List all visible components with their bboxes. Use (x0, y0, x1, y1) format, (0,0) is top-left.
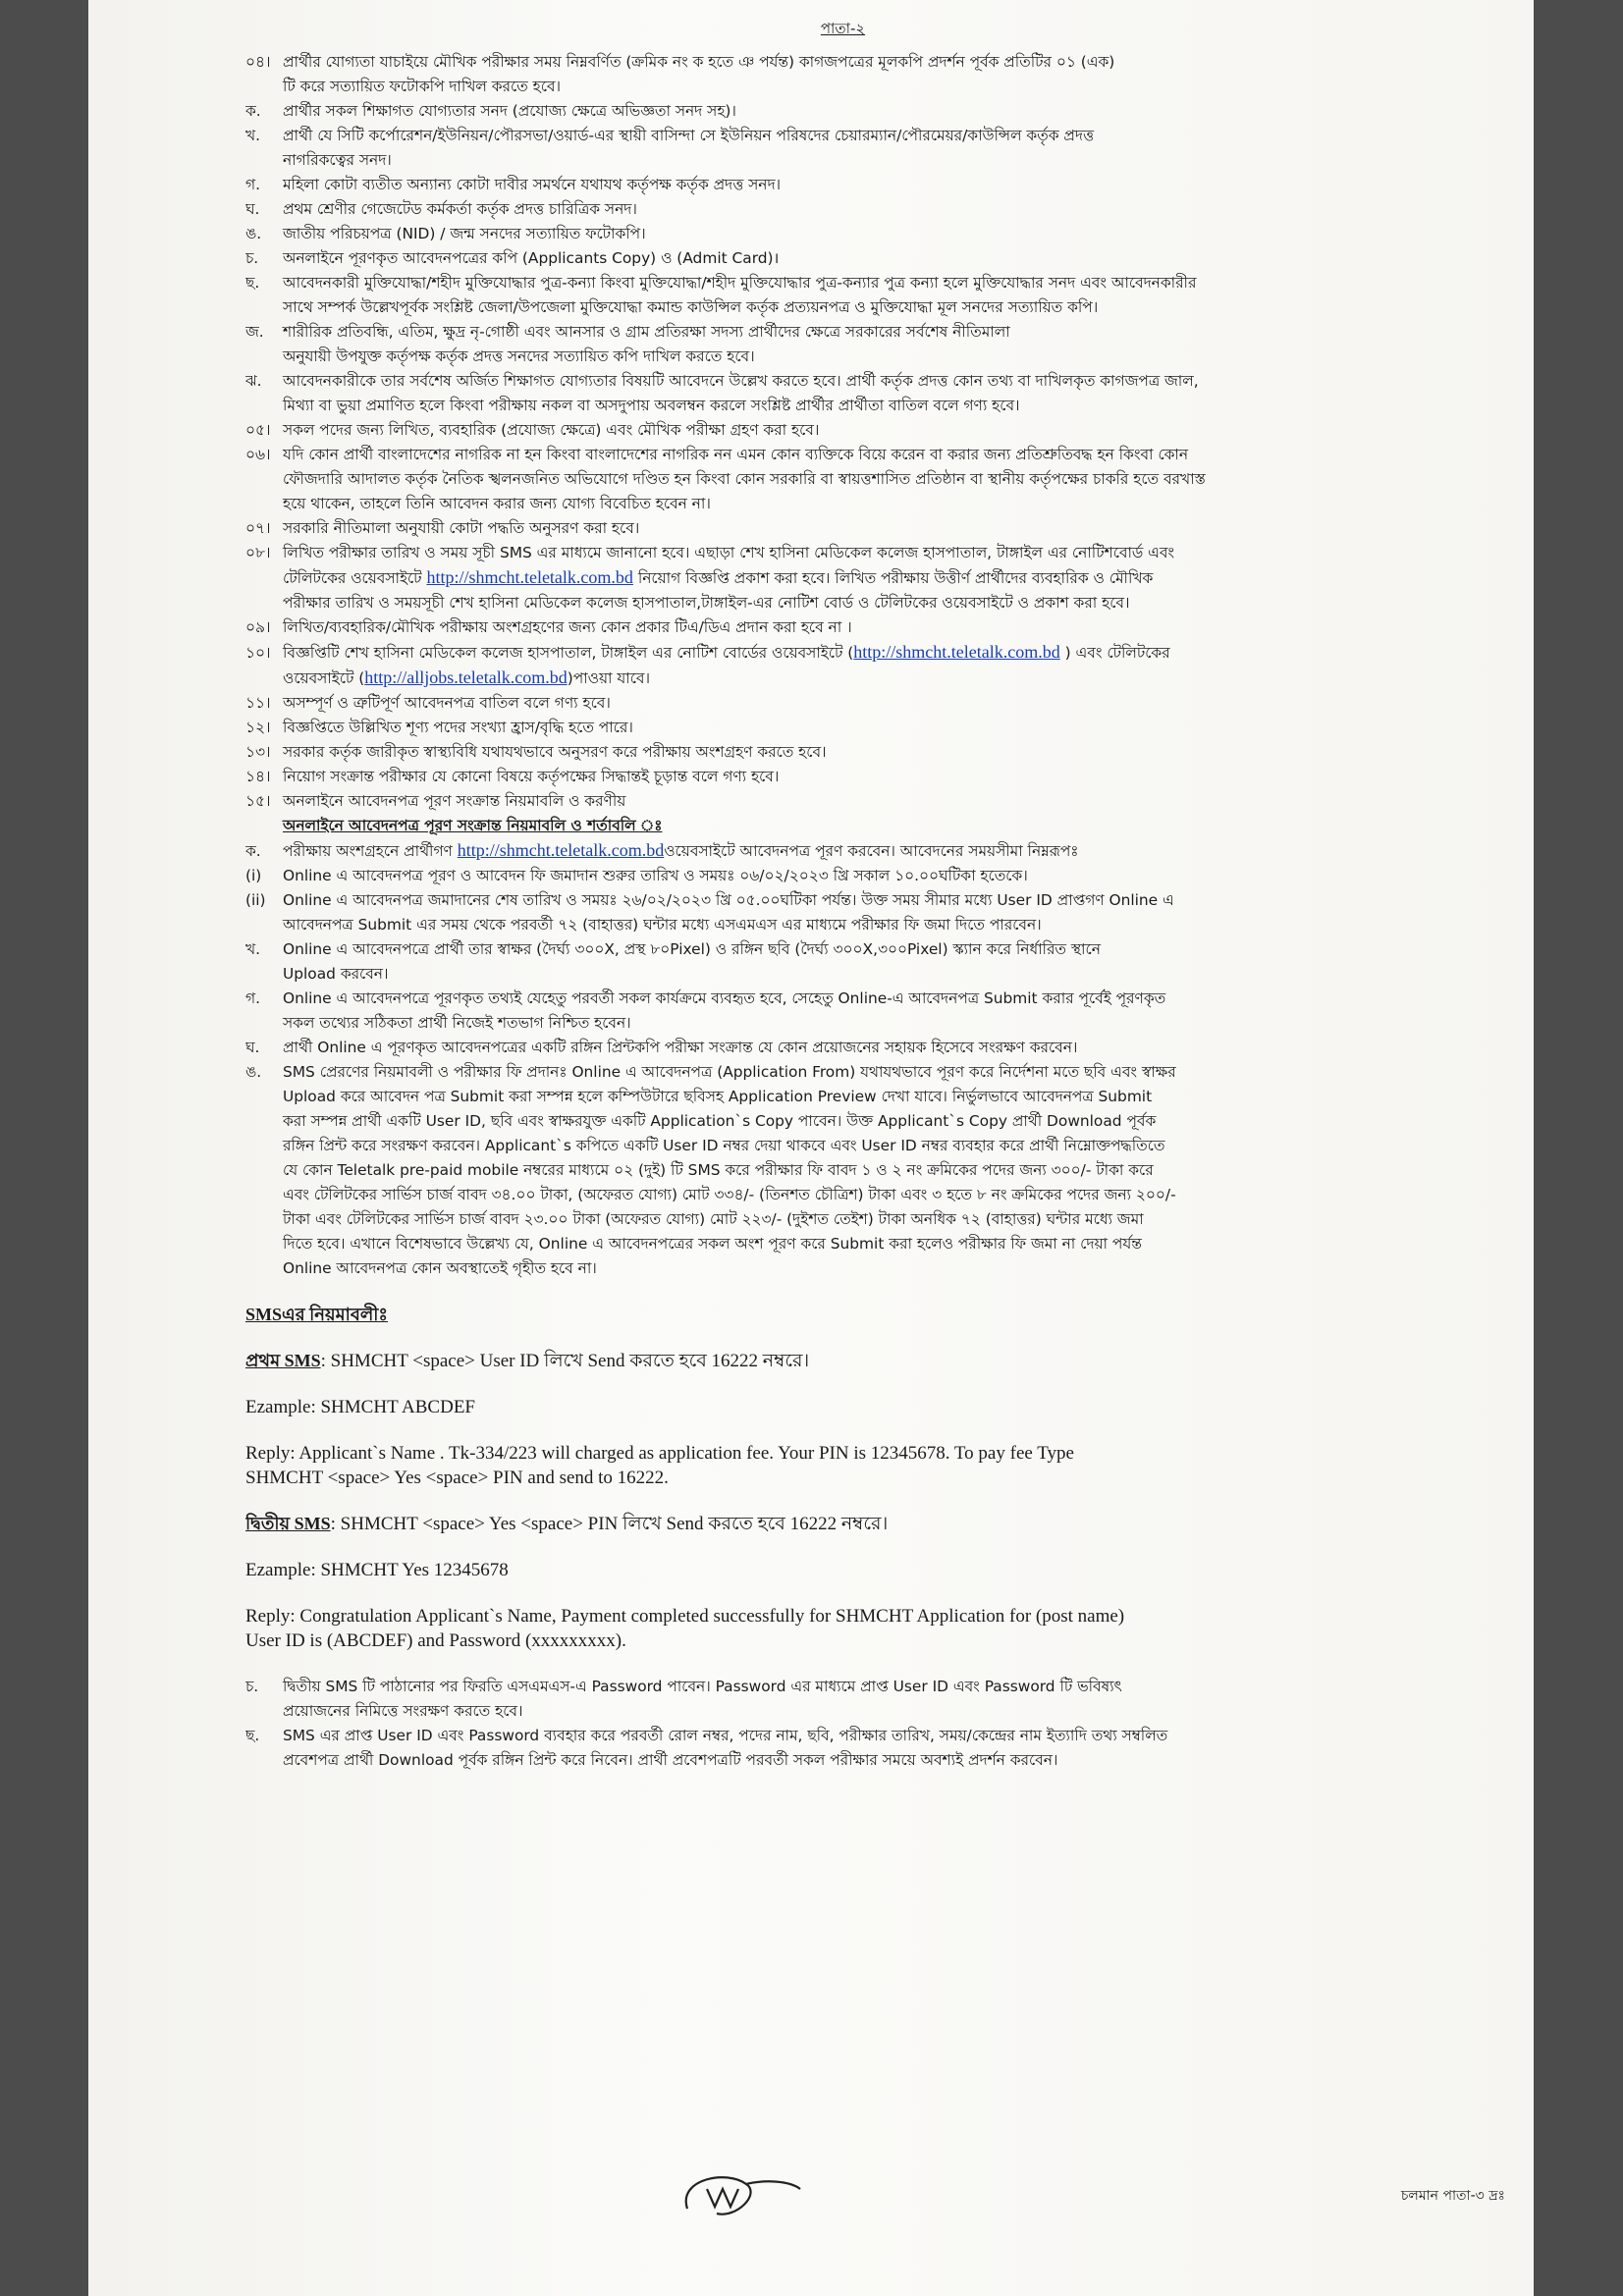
item-text: লিখিত/ব্যবহারিক/মৌখিক পরীক্ষায় অংশগ্রহণের জন্য কোন প্রকার টিএ/ডিএ প্রদান করা হবে না । (283, 618, 852, 636)
condition-line (245, 222, 1440, 246)
item-text: ওয়েবসাইটে আবেদনপত্র পূরণ করবেন। আবেদনের সময়সীমা নিম্নরূপঃ (664, 842, 1079, 860)
document-page (88, 0, 1534, 2296)
item-text: সরকারি নীতিমালা অনুযায়ী কোটা পদ্ধতি অনুসরণ করা হবে। (283, 519, 640, 537)
item-number: ০৬। (245, 446, 271, 463)
condition-line (245, 246, 1440, 271)
item-text: SMS এর প্রাপ্ত User ID এবং Password ব্যবহার করে পরবর্তী রোল নম্বর, পদের নাম, ছবি, পরীক্ষার তারিখ, সময়/কেন্দ্রের নাম ইত্যাদি তথ্য সম্বলিত (283, 1727, 1168, 1744)
condition-line (245, 394, 1440, 418)
item-number: ০৫। (245, 421, 271, 439)
item-text: পরীক্ষায় অংশগ্রহনে প্রার্থীগণ (283, 842, 453, 860)
final-items (245, 1675, 1440, 1773)
item-text: প্রার্থী Online এ পূরণকৃত আবেদনপত্রের একটি রঙ্গিন প্রিন্টকপি পরীক্ষা সংক্রান্ত যে কোন প্রয়োজনের সহায়ক হিসেবে সংরক্ষণ করবেন। (283, 1039, 1078, 1056)
item-number: ১৩। (245, 743, 271, 761)
item-text: ওয়েবসাইটে ( (283, 669, 365, 687)
item-number: খ. (245, 127, 260, 144)
item-text: পরীক্ষার তারিখ ও সময়সূচী শেখ হাসিনা মেডিকেল কলেজ হাসপাতাল,টাঙ্গাইল-এর নোটিশ বোর্ড ও টেলিটকের ওয়েবসাইটে ও প্রকাশ করা হবে। (283, 594, 1130, 612)
item-number: চ. (245, 249, 259, 267)
condition-line (245, 516, 1440, 541)
item-text: করা সম্পন্ন প্রার্থী একটি User ID, ছবি এবং স্বাক্ষরযুক্ত একটি Application`s Copy পাবেন। উক্ত Applicant`s Copy প্রার্থী Download পূর্বক (283, 1112, 1157, 1130)
item-line (245, 1256, 1440, 1281)
item-number: ১০। (245, 644, 271, 662)
item-text: সরকার কর্তৃক জারীকৃত স্বাস্থ্যবিধি যথাযথভাবে অনুসরণ করে পরীক্ষায় অংশগ্রহণ করতে হবে। (283, 743, 827, 761)
final-line (245, 1724, 1440, 1748)
signature (668, 2160, 805, 2228)
reply-2-line-2: User ID is (ABCDEF) and Password (xxxxxxxxx). (245, 1630, 626, 1651)
item-line (245, 987, 1440, 1011)
second-sms-label: দ্বিতীয় SMS (245, 1514, 331, 1533)
continued-note: চলমান পাতা-৩ দ্রঃ (1400, 2188, 1505, 2204)
item-number: গ. (245, 176, 260, 193)
item-text: Online এ আবেদনপত্র পূরণ ও আবেদন ফি জমাদান শুরুর তারিখ ও সময়ঃ ০৬/০২/২০২৩ খ্রি সকাল ১০.০০ঘটিকা হতেকে। (283, 867, 1028, 884)
item-text: প্রার্থীর সকল শিক্ষাগত যোগ্যতার সনদ (প্রযোজ্য ক্ষেত্রে অভিজ্ঞতা সনদ সহ)। (283, 102, 736, 120)
item-09 (245, 615, 1440, 640)
item-text: প্রবেশপত্র প্রার্থী Download পূর্বক রঙ্গিন প্রিন্ট করে নিবেন। প্রার্থী প্রবেশপত্রটি পরবর্তী সকল পরীক্ষার সময়ে অবশ্যই প্রদর্শন করবেন। (283, 1751, 1058, 1769)
item-number: ছ. (245, 274, 260, 292)
item-number: ক. (245, 102, 261, 120)
item-number: ০৯। (245, 618, 271, 636)
item-text: প্রার্থীর যোগ্যতা যাচাইয়ে মৌখিক পরীক্ষার সময় নিম্নবর্ণিত (ক্রমিক নং ক হতে ঞ পর্যন্ত) কাগজপত্রের মূলকপি প্রদর্শন পূর্বক প্রতিটির ০১ (এক) (283, 53, 1115, 71)
final-line (245, 1675, 1440, 1699)
item-text: Online আবেদনপত্র কোন অবস্থাতেই গৃহীত হবে না। (283, 1259, 597, 1277)
item-text: জাতীয় পরিচয়পত্র (NID) / জন্ম সনদের সত্যায়িত ফটোকপি। (283, 225, 646, 242)
condition-line (245, 75, 1440, 99)
item-line (245, 913, 1440, 937)
items-11-15 (245, 691, 1440, 814)
item-number: (ii) (245, 891, 266, 909)
shmcht-link[interactable]: http://shmcht.teletalk.com.bd (853, 642, 1060, 662)
item-text: Online এ আবেদনপত্রে প্রার্থী তার স্বাক্ষর (দৈর্ঘ্য ৩০০X, প্রস্থ ৮০Pixel) ও রঙ্গিন ছবি (দৈর্ঘ্য ৩০০X,৩০০Pixel) স্ক্যান করে নির্ধারিত স্থানে (283, 940, 1101, 958)
online-kha (245, 937, 1440, 987)
sms-section (245, 1303, 1440, 1653)
item-08 (245, 541, 1440, 615)
item-text: Upload করে আবেদন পত্র Submit করা সম্পন্ন হলে কম্পিউটারে ছবিসহ Application Preview দেখা যাবে। নির্ভুলভাবে আবেদনপত্র Submit (283, 1088, 1153, 1105)
item-number: ০৭। (245, 519, 271, 537)
online-uma (245, 1060, 1440, 1281)
alljobs-link[interactable]: http://alljobs.teletalk.com.bd (364, 667, 568, 687)
item-number: জ. (245, 323, 264, 341)
item-text: Online এ আবেদনপত্র জমাদানের শেষ তারিখ ও সময়ঃ ২৬/০২/২০২৩ খ্রি ০৫.০০ঘটিকা পর্যন্ত। উক্ত সময় সীমার মধ্যে User ID প্রাপ্তগণ Online এ (283, 891, 1174, 909)
item-text: সকল তথ্যের সঠিকতা প্রার্থী নিজেই শতভাগ নিশ্চিত হবেন। (283, 1014, 631, 1032)
item-text: রঙ্গিন প্রিন্ট করে সংরক্ষণ করবেন। Applicant`s কপিতে একটি User ID নম্বর দেয়া থাকবে এবং User ID নম্বর ব্যবহার করে প্রার্থী নিম্নোক্তপদ্ধতিতে (283, 1137, 1165, 1154)
item-text: মহিলা কোটা ব্যতীত অন্যান্য কোটা দাবীর সমর্থনে যথাযথ কর্তৃপক্ষ কর্তৃক প্রদত্ত সনদ। (283, 176, 782, 193)
item-number: ০৮। (245, 544, 271, 561)
item-text: নিয়োগ বিজ্ঞপ্তি প্রকাশ করা হবে। লিখিত পরীক্ষায় উত্তীর্ণ প্রার্থীদের ব্যবহারিক ও মৌখিক (637, 569, 1154, 587)
item-text: SMS প্রেরণের নিয়মাবলী ও পরীক্ষার ফি প্রদানঃ Online এ আবেদনপত্র (Application From) যথাযথভাবে পূরণ করে নির্দেশনা মতে ছবি এবং স্বাক্ষর (283, 1063, 1176, 1081)
example-2: Ezample: SHMCHT Yes 12345678 (245, 1560, 509, 1580)
item-text: দিতে হবে। এখানে বিশেষভাবে উল্লেখ্য যে, Online এ আবেদনপত্রের সকল অংশ পূরণ করে Submit করা হলেও পরীক্ষার ফি জমা না দেয়া পর্যন্ত (283, 1235, 1142, 1253)
item-text: Online এ আবেদনপত্রে পূরণকৃত তথ্যই যেহেতু পরবর্তী সকল কার্যক্রমে ব্যবহৃত হবে, সেহেতু Online-এ আবেদনপত্র Submit করার পূর্বেই পূরণকৃত (283, 989, 1166, 1007)
item-number: ০৪। (245, 53, 271, 71)
item-text: ফৌজদারি আদালত কর্তৃক নৈতিক স্খলনজনিত অভিযোগে দণ্ডিত হন কিংবা কোন সরকারি বা স্বায়ত্তশাসিত প্রতিষ্ঠান বা স্থানীয় কর্তৃপক্ষের চাকরি হতে বরখাস্ত (283, 470, 1206, 488)
list-item (245, 789, 1440, 814)
item-number: ঙ. (245, 1063, 262, 1081)
item-number: ঝ. (245, 372, 262, 390)
online-section (245, 838, 1440, 1281)
item-number: ১৪। (245, 768, 271, 785)
item-text: অনলাইনে আবেদনপত্র পূরণ সংক্রান্ত নিয়মাবলি ও করণীয় (283, 792, 626, 810)
item-line (245, 1207, 1440, 1232)
final-line (245, 1699, 1440, 1724)
reply-1-line-2: SHMCHT <space> Yes <space> PIN and send to 16222. (245, 1468, 669, 1488)
item-number: ঘ. (245, 200, 260, 218)
page-number: পাতা-২ (820, 20, 866, 37)
item-10 (245, 640, 1440, 691)
condition-line (245, 99, 1440, 124)
condition-line (245, 271, 1440, 295)
item-text: মিথ্যা বা ভুয়া প্রমাণিত হলে কিংবা পরীক্ষায় নকল বা অসদুপায় অবলম্বন করলে সংশ্লিষ্ট প্রার্থীর প্রার্থীতা বাতিল বলে গণ্য হবে। (283, 397, 1020, 414)
condition-line (245, 50, 1440, 75)
condition-line (245, 173, 1440, 197)
item-text: আবেদনকারী মুক্তিযোদ্ধা/শহীদ মুক্তিযোদ্ধার পুত্র-কন্যা কিংবা মুক্তিযোদ্ধা/শহীদ মুক্তিযোদ্ধার পুত্র-কন্যার পুত্র কন্যা হলে মুক্তিযোদ্ধার সনদ এবং আবেদনকারীর (283, 274, 1197, 292)
item-line (245, 1183, 1440, 1207)
item-number: ক. (245, 842, 261, 860)
condition-line (245, 148, 1440, 173)
item-line (245, 1232, 1440, 1256)
item-text: অনলাইনে পূরণকৃত আবেদনপত্রের কপি (Applicants Copy) ও (Admit Card)। (283, 249, 780, 267)
item-number: খ. (245, 940, 260, 958)
list-item (245, 716, 1440, 740)
item-text: সকল পদের জন্য লিখিত, ব্যবহারিক (প্রযোজ্য ক্ষেত্রে) এবং মৌখিক পরীক্ষা গ্রহণ করা হবে। (283, 421, 820, 439)
conditions-list (245, 50, 1440, 541)
condition-line (245, 467, 1440, 492)
item-number: ১২। (245, 719, 271, 736)
item-text: লিখিত পরীক্ষার তারিখ ও সময় সূচী SMS এর মাধ্যমে জানানো হবে। এছাড়া শেখ হাসিনা মেডিকেল কলেজ হাসপাতাল, টাঙ্গাইল এর নোটিশবোর্ড এবং (283, 544, 1175, 561)
item-number: ১১। (245, 694, 271, 712)
item-text: হয়ে থাকেন, তাহলে তিনি আবেদন করার জন্য যোগ্য বিবেচিত হবেন না। (283, 495, 711, 512)
item-text: ) এবং টেলিটকের (1064, 644, 1170, 662)
final-line (245, 1748, 1440, 1773)
list-item (245, 740, 1440, 765)
condition-line (245, 369, 1440, 394)
item-text: যে কোন Teletalk pre-paid mobile নম্বরের মাধ্যমে ০২ (দুই) টি SMS করে পরীক্ষার ফি বাবদ ১ ও ২ নং ক্রমিকের পদের জন্য ৩০০/- টাকা করে (283, 1161, 1154, 1179)
item-text: নাগরিকত্বের সনদ। (283, 151, 392, 169)
condition-line (245, 492, 1440, 516)
item-text: টেলিটকের ওয়েবসাইটে (283, 569, 422, 587)
first-sms-text: : SHMCHT <space> User ID লিখে Send করতে হবে 16222 নম্বরে। (320, 1351, 810, 1371)
condition-line (245, 197, 1440, 222)
item-number: (i) (245, 867, 262, 884)
item-text: সাথে সম্পর্ক উল্লেখপূর্বক সংশ্লিষ্ট জেলা/উপজেলা মুক্তিযোদ্ধা কমান্ড কাউন্সিল কর্তৃক প্রত্যয়নপত্র ও মুক্তিযোদ্ধা মূল সনদের সত্যায়িত কপি। (283, 298, 1099, 316)
item-text: আবেদনপত্র Submit এর সময় থেকে পরবর্তী ৭২ (বাহাত্তর) ঘন্টার মধ্যে এসএমএস এর মাধ্যমে পরীক্ষার ফি জমা দিতে পারবেন। (283, 916, 1042, 934)
condition-line (245, 443, 1440, 467)
item-line (245, 888, 1440, 913)
item-text: শারীরিক প্রতিবন্ধি, এতিম, ক্ষুদ্র নৃ-গোষ্ঠী এবং আনসার ও গ্রাম প্রতিরক্ষা সদস্য প্রার্থীদের ক্ষেত্রে সরকারের সর্বশেষ নীতিমালা (283, 323, 1010, 341)
item-number: ছ. (245, 1727, 260, 1744)
online-ga (245, 987, 1440, 1036)
item-line (245, 1060, 1440, 1085)
item-text: এবং টেলিটকের সার্ভিস চার্জ বাবদ ৩৪.০০ টাকা, (অফেরত যোগ্য) মোট ৩৩৪/- (তিনশত চৌত্রিশ) টাকা এবং ৩ হতে ৮ নং ক্রমিকের পদের জন্য ২০০/- (283, 1186, 1176, 1203)
second-sms-text: : SHMCHT <space> Yes <space> PIN লিখে Send করতে হবে 16222 নম্বরে। (330, 1514, 889, 1534)
online-rules-heading (245, 814, 1440, 838)
item-text: টাকা এবং টেলিটকের সার্ভিস চার্জ বাবদ ২৩.০০ টাকা (অফেরত যোগ্য) মোট ২২৩/- (দুইশত তেইশ) টাকা অনধিক ৭২ (বাহাত্তর) ঘন্টার মধ্যে জমা (283, 1210, 1144, 1228)
item-text: Upload করবেন। (283, 965, 389, 983)
item-text: প্রয়োজনের নিমিত্তে সংরক্ষণ করতে হবে। (283, 1702, 523, 1720)
sms-heading: SMSএর নিয়মাবলীঃ (245, 1305, 388, 1324)
item-text: নিয়োগ সংক্রান্ত পরীক্ষার যে কোনো বিষয়ে কর্তৃপক্ষের সিদ্ধান্তই চূড়ান্ত বলে গণ্য হবে। (283, 768, 780, 785)
item-number: ১৫। (245, 792, 271, 810)
item-text: আবেদনকারীকে তার সর্বশেষ অর্জিত শিক্ষাগত যোগ্যতার বিষয়টি আবেদনে উল্লেখ করতে হবে। প্রার্থী কর্তৃক প্রদত্ত কোন তথ্য বা দাখিলকৃত কাগজপত্র জাল, (283, 372, 1199, 390)
item-line (245, 1158, 1440, 1183)
item-number: চ. (245, 1678, 259, 1695)
list-item (245, 691, 1440, 716)
item-number: ঘ. (245, 1039, 260, 1056)
item-line (245, 1134, 1440, 1158)
list-item (245, 765, 1440, 789)
condition-line (245, 320, 1440, 345)
shmcht-link[interactable]: http://shmcht.teletalk.com.bd (457, 840, 665, 860)
reply-1-line-1: Reply: Applicant`s Name . Tk-334/223 will charged as application fee. Your PIN is 12345678. To pay fee Type (245, 1443, 1074, 1464)
item-line (245, 937, 1440, 962)
online-gha (245, 1036, 1440, 1060)
item-line (245, 1011, 1440, 1036)
condition-line (245, 345, 1440, 369)
item-number: গ. (245, 989, 260, 1007)
item-number: ঙ. (245, 225, 262, 242)
reply-2-line-1: Reply: Congratulation Applicant`s Name, Payment completed successfully for SHMCHT Application for (post name) (245, 1606, 1125, 1627)
item-line (245, 962, 1440, 987)
first-sms-label: প্রথম SMS (245, 1351, 321, 1370)
item-text: প্রার্থী যে সিটি কর্পোরেশন/ইউনিয়ন/পৌরসভা/ওয়ার্ড-এর স্থায়ী বাসিন্দা সে ইউনিয়ন পরিষদের চেয়ারম্যান/পৌরমেয়র/কাউন্সিল কর্তৃক প্রদত্ত (283, 127, 1094, 144)
condition-line (245, 124, 1440, 148)
item-line (245, 1109, 1440, 1134)
condition-line (245, 295, 1440, 320)
item-text: )পাওয়া যাবে। (567, 669, 650, 687)
heading-text: অনলাইনে আবেদনপত্র পূরণ সংক্রান্ত নিয়মাবলি ও শর্তাবলি ঃ (283, 817, 663, 834)
item-text: অনুযায়ী উপযুক্ত কর্তৃপক্ষ কর্তৃক প্রদত্ত সনদের সত্যায়িত কপি দাখিল করতে হবে। (283, 347, 755, 365)
shmcht-link[interactable]: http://shmcht.teletalk.com.bd (426, 567, 633, 587)
item-text: যদি কোন প্রার্থী বাংলাদেশের নাগরিক না হন কিংবা বাংলাদেশের নাগরিক নন এমন কোন ব্যক্তিকে বিয়ে করেন বা করার জন্য প্রতিশ্রুতিবদ্ধ হন কিংবা কোন (283, 446, 1189, 463)
item-text: দ্বিতীয় SMS টি পাঠানোর পর ফিরতি এসএমএস-এ Password পাবেন। Password এর মাধ্যমে প্রাপ্ত User ID এবং Password টি ভবিষ্যৎ (283, 1678, 1122, 1695)
condition-line (245, 418, 1440, 443)
item-text: প্রথম শ্রেণীর গেজেটেড কর্মকর্তা কর্তৃক প্রদত্ত চারিত্রিক সনদ। (283, 200, 637, 218)
item-text: বিজ্ঞপ্তিতে উল্লিখিত শূণ্য পদের সংখ্যা হ্রাস/বৃদ্ধি হতে পারে। (283, 719, 633, 736)
example-1: Ezample: SHMCHT ABCDEF (245, 1397, 475, 1417)
online-ii (245, 888, 1440, 937)
item-line (245, 1085, 1440, 1109)
item-text: অসম্পূর্ণ ও ত্রুটিপূর্ণ আবেদনপত্র বাতিল বলে গণ্য হবে। (283, 694, 611, 712)
item-text: বিজ্ঞপ্তিটি শেখ হাসিনা মেডিকেল কলেজ হাসপাতাল, টাঙ্গাইল এর নোটিশ বোর্ডের ওয়েবসাইটে ( (283, 644, 854, 662)
item-text: টি করে সত্যায়িত ফটোকপি দাখিল করতে হবে। (283, 78, 561, 95)
